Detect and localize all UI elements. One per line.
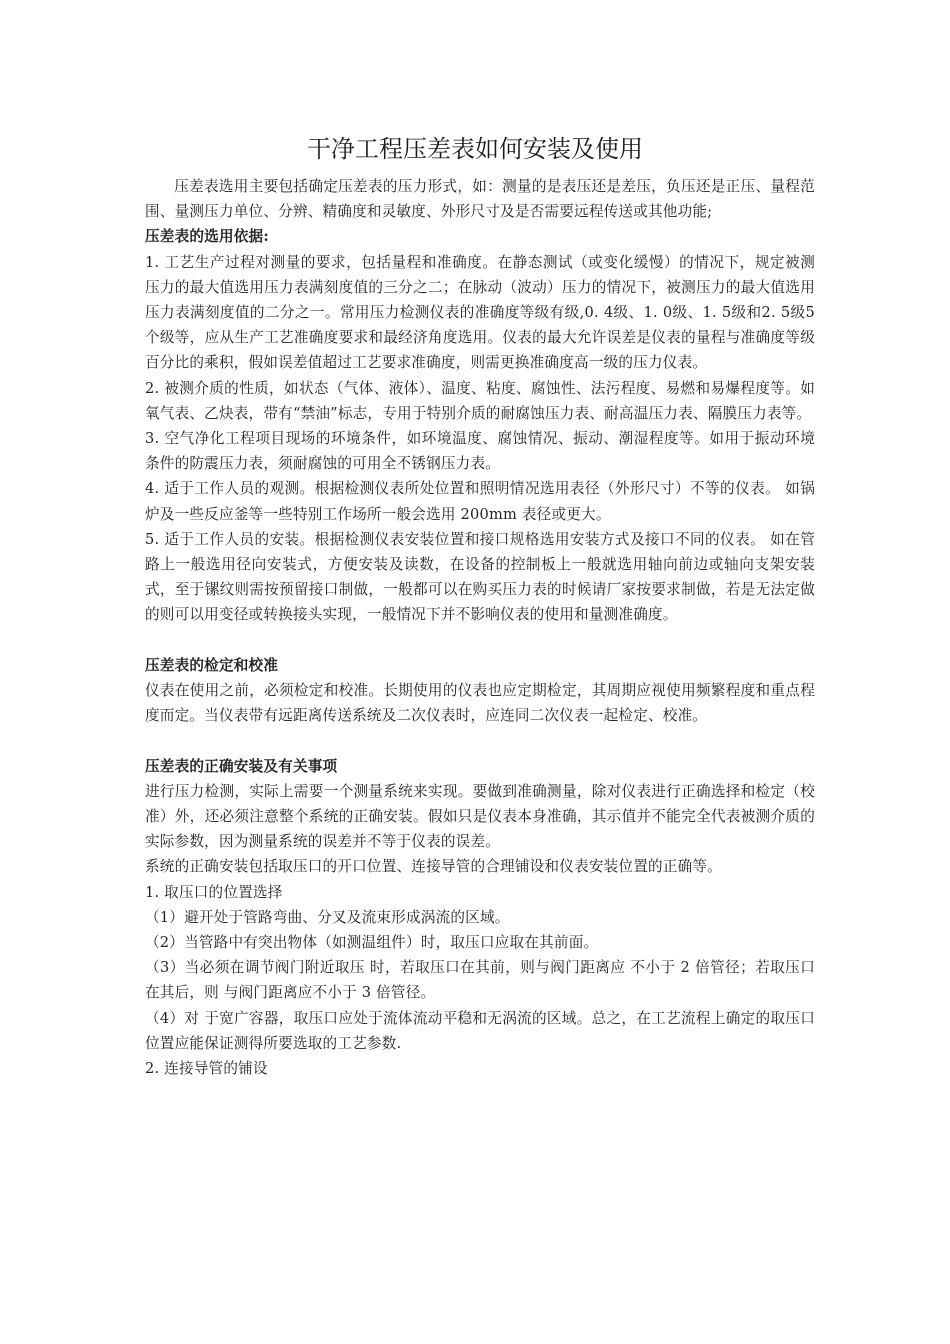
basis-heading: 压差表的选用依据: — [145, 228, 269, 246]
calibration-heading: 压差表的检定和校准 — [145, 656, 279, 674]
subsection-heading: 2. 连接导管的铺设 — [145, 1060, 268, 1078]
basis-item: 3. 空气净化工程项目现场的环境条件，如环境温度、腐蚀情况、振动、潮湿程度等。如用于振动环境条件的防震压力表，须耐腐蚀的可用全不锈钢压力表。 — [145, 430, 815, 473]
intro-paragraph: 压差表选用主要包括确定压差表的压力形式，如：测量的是表压还是差压，负压还是正压、量程范围、量测压力单位、分辨、精确度和灵敏度、外形尺寸及是否需要远程传送或其他功能; — [145, 178, 815, 221]
installation-paragraph: 系统的正确安装包括取压口的开口位置、连接导管的合理铺设和仪表安装位置的正确等。 — [145, 858, 722, 876]
list-item: （3）当必须在调节阀门附近取压 时，若取压口在其前，则与阀门距离应 不小于 2 倍管径；若取压口在其后，则 与阀门距离应不小于 3 倍管径。 — [145, 959, 815, 1002]
subsection-heading: 1. 取压口的位置选择 — [145, 883, 283, 901]
basis-item: 2. 被测介质的性质，如状态（气体、液体）、温度、粘度、腐蚀性、法污程度、易燃和易爆程度等。如氧气表、乙炔表，带有“禁油”标志，专用于特别介质的耐腐蚀压力表、耐高温压力表、隔膜压力表等。 — [145, 379, 815, 422]
installation-heading: 压差表的正确安装及有关事项 — [145, 757, 338, 775]
list-item: （1）避开处于管路弯曲、分叉及流束形成涡流的区域。 — [145, 908, 510, 926]
installation-paragraph: 进行压力检测，实际上需要一个测量系统来实现。要做到准确测量，除对仪表进行正确选择和检定（校准）外，还必须注意整个系统的正确安装。假如只是仪表本身准确，其示值并不能完全代表被测介质的实际参数，因为测量系统的误差并不等于仪表的误差。 — [145, 782, 815, 851]
section-spacer — [145, 628, 815, 653]
page-title: 干净工程压差表如何安装及使用 — [307, 135, 643, 163]
list-item: （4）对 于宽广容器，取压口应处于流体流动平稳和无涡流的区域。总之，在工艺流程上确定的取压口位置应能保证测得所要选取的工艺参数. — [145, 1009, 815, 1052]
section-spacer — [145, 728, 815, 753]
calibration-paragraph: 仪表在使用之前，必须检定和校准。长期使用的仪表也应定期检定，其周期应视使用频繁程度和重点程度而定。当仪表带有远距离传送系统及二次仪表时，应连同二次仪表一起检定、校准。 — [145, 682, 815, 725]
basis-item: 4. 适于工作人员的观测。根据检测仪表所处位置和照明情况选用表径（外形尺寸）不等的仪表。 如锅炉及一些反应釜等一些特别工作场所一般会选用 200mm 表径或更大。 — [145, 480, 815, 523]
basis-item: 5. 适于工作人员的安装。根据检测仪表安装位置和接口规格选用安装方式及接口不同的仪表。 如在管路上一般选用径向安装式，方便安装及读数，在设备的控制板上一般就选用轴向前边或轴向支架安装式，至于镙纹则需按预留接口制做，一般都可以在购买压力表的时候请厂家按要求制做，若是无法定做的则可以用变径或转换接头实现，一般情况下并不影响仪表的使用和量测准确度。 — [145, 530, 815, 624]
document-body — [145, 174, 815, 1081]
basis-item: 1. 工艺生产过程对测量的要求，包括量程和准确度。在静态测试（或变化缓慢）的情况下，规定被测压力的最大值选用压力表满刻度值的三分之二；在脉动（波动）压力的情况下，被测压力的最大值选用压力表满刻度值的二分之一。常用压力检测仪表的准确度等级有级,0. 4级、1. 0级、1. 5级和2. 5级5个级等，应从生产工艺准确度要求和最经济角度选用。仪表的最大允许误差是仪表的量程与准确度等级百分比的乘积，假如误差值超过工艺要求准确度，则需更换准确度高一级的压力仪表。 — [145, 253, 815, 372]
list-item: （2）当管路中有突出物体（如测温组件）时，取压口应取在其前面。 — [145, 934, 599, 952]
